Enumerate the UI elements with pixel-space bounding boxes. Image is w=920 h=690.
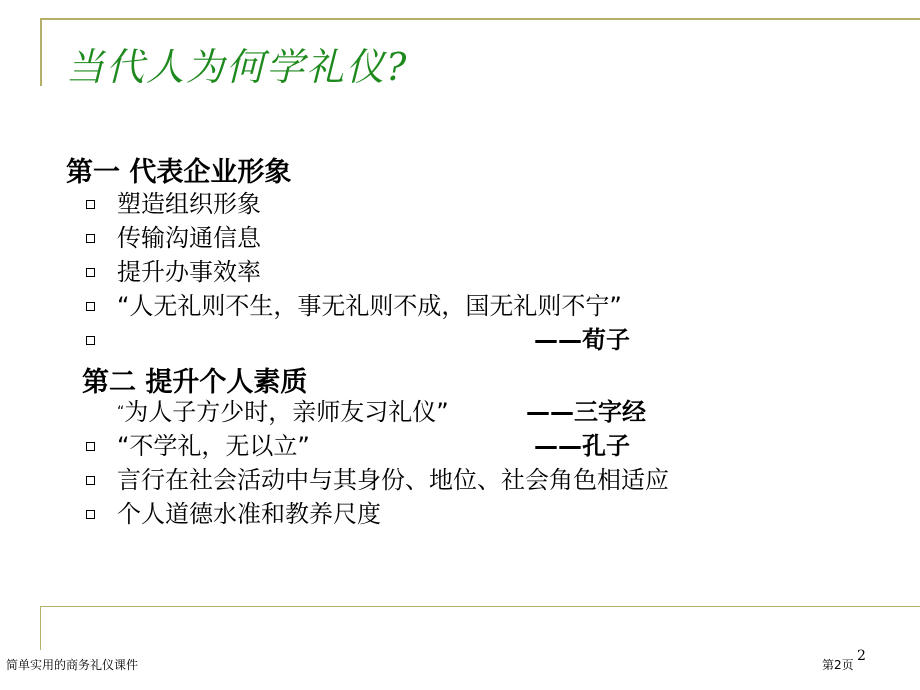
attribution-xunzi: ——荀子: [534, 326, 630, 354]
frame-bottom-line: [40, 606, 920, 607]
frame-bottom-left-line: [40, 606, 41, 650]
section1-heading: 第一 代表企业形象: [66, 157, 292, 188]
footer-page-label: 第2页: [822, 658, 854, 672]
attribution-kongzi: ——孔子: [534, 432, 630, 460]
quote-line: “为人子方少时，亲师友习礼仪”: [117, 398, 449, 426]
square-bullet-icon: [86, 510, 95, 519]
list-item: 言行在社会活动中与其身份、地位、社会角色相适应: [86, 464, 669, 496]
square-bullet-icon: [86, 442, 95, 451]
square-bullet-icon: [86, 268, 95, 277]
square-bullet-icon: [86, 336, 95, 345]
list-item: “人无礼则不生，事无礼则不成，国无礼则不宁”: [86, 290, 622, 322]
attribution-sanzijing: ——三字经: [526, 398, 646, 426]
list-item: 个人道德水准和教养尺度: [86, 498, 381, 530]
section2-heading: 第二 提升个人素质: [82, 367, 308, 398]
square-bullet-icon: [86, 234, 95, 243]
list-item: 塑造组织形象: [86, 188, 261, 220]
page-number: 2: [857, 648, 866, 664]
list-item: [86, 324, 117, 356]
list-item: 传输沟通信息: [86, 222, 261, 254]
square-bullet-icon: [86, 476, 95, 485]
list-item: “不学礼，无以立”: [86, 430, 310, 462]
square-bullet-icon: [86, 302, 95, 311]
footer-title: 简单实用的商务礼仪课件: [6, 658, 139, 672]
square-bullet-icon: [86, 200, 95, 209]
slide-title: 当代人为何学礼仪?: [66, 45, 409, 89]
list-item: 提升办事效率: [86, 256, 261, 288]
